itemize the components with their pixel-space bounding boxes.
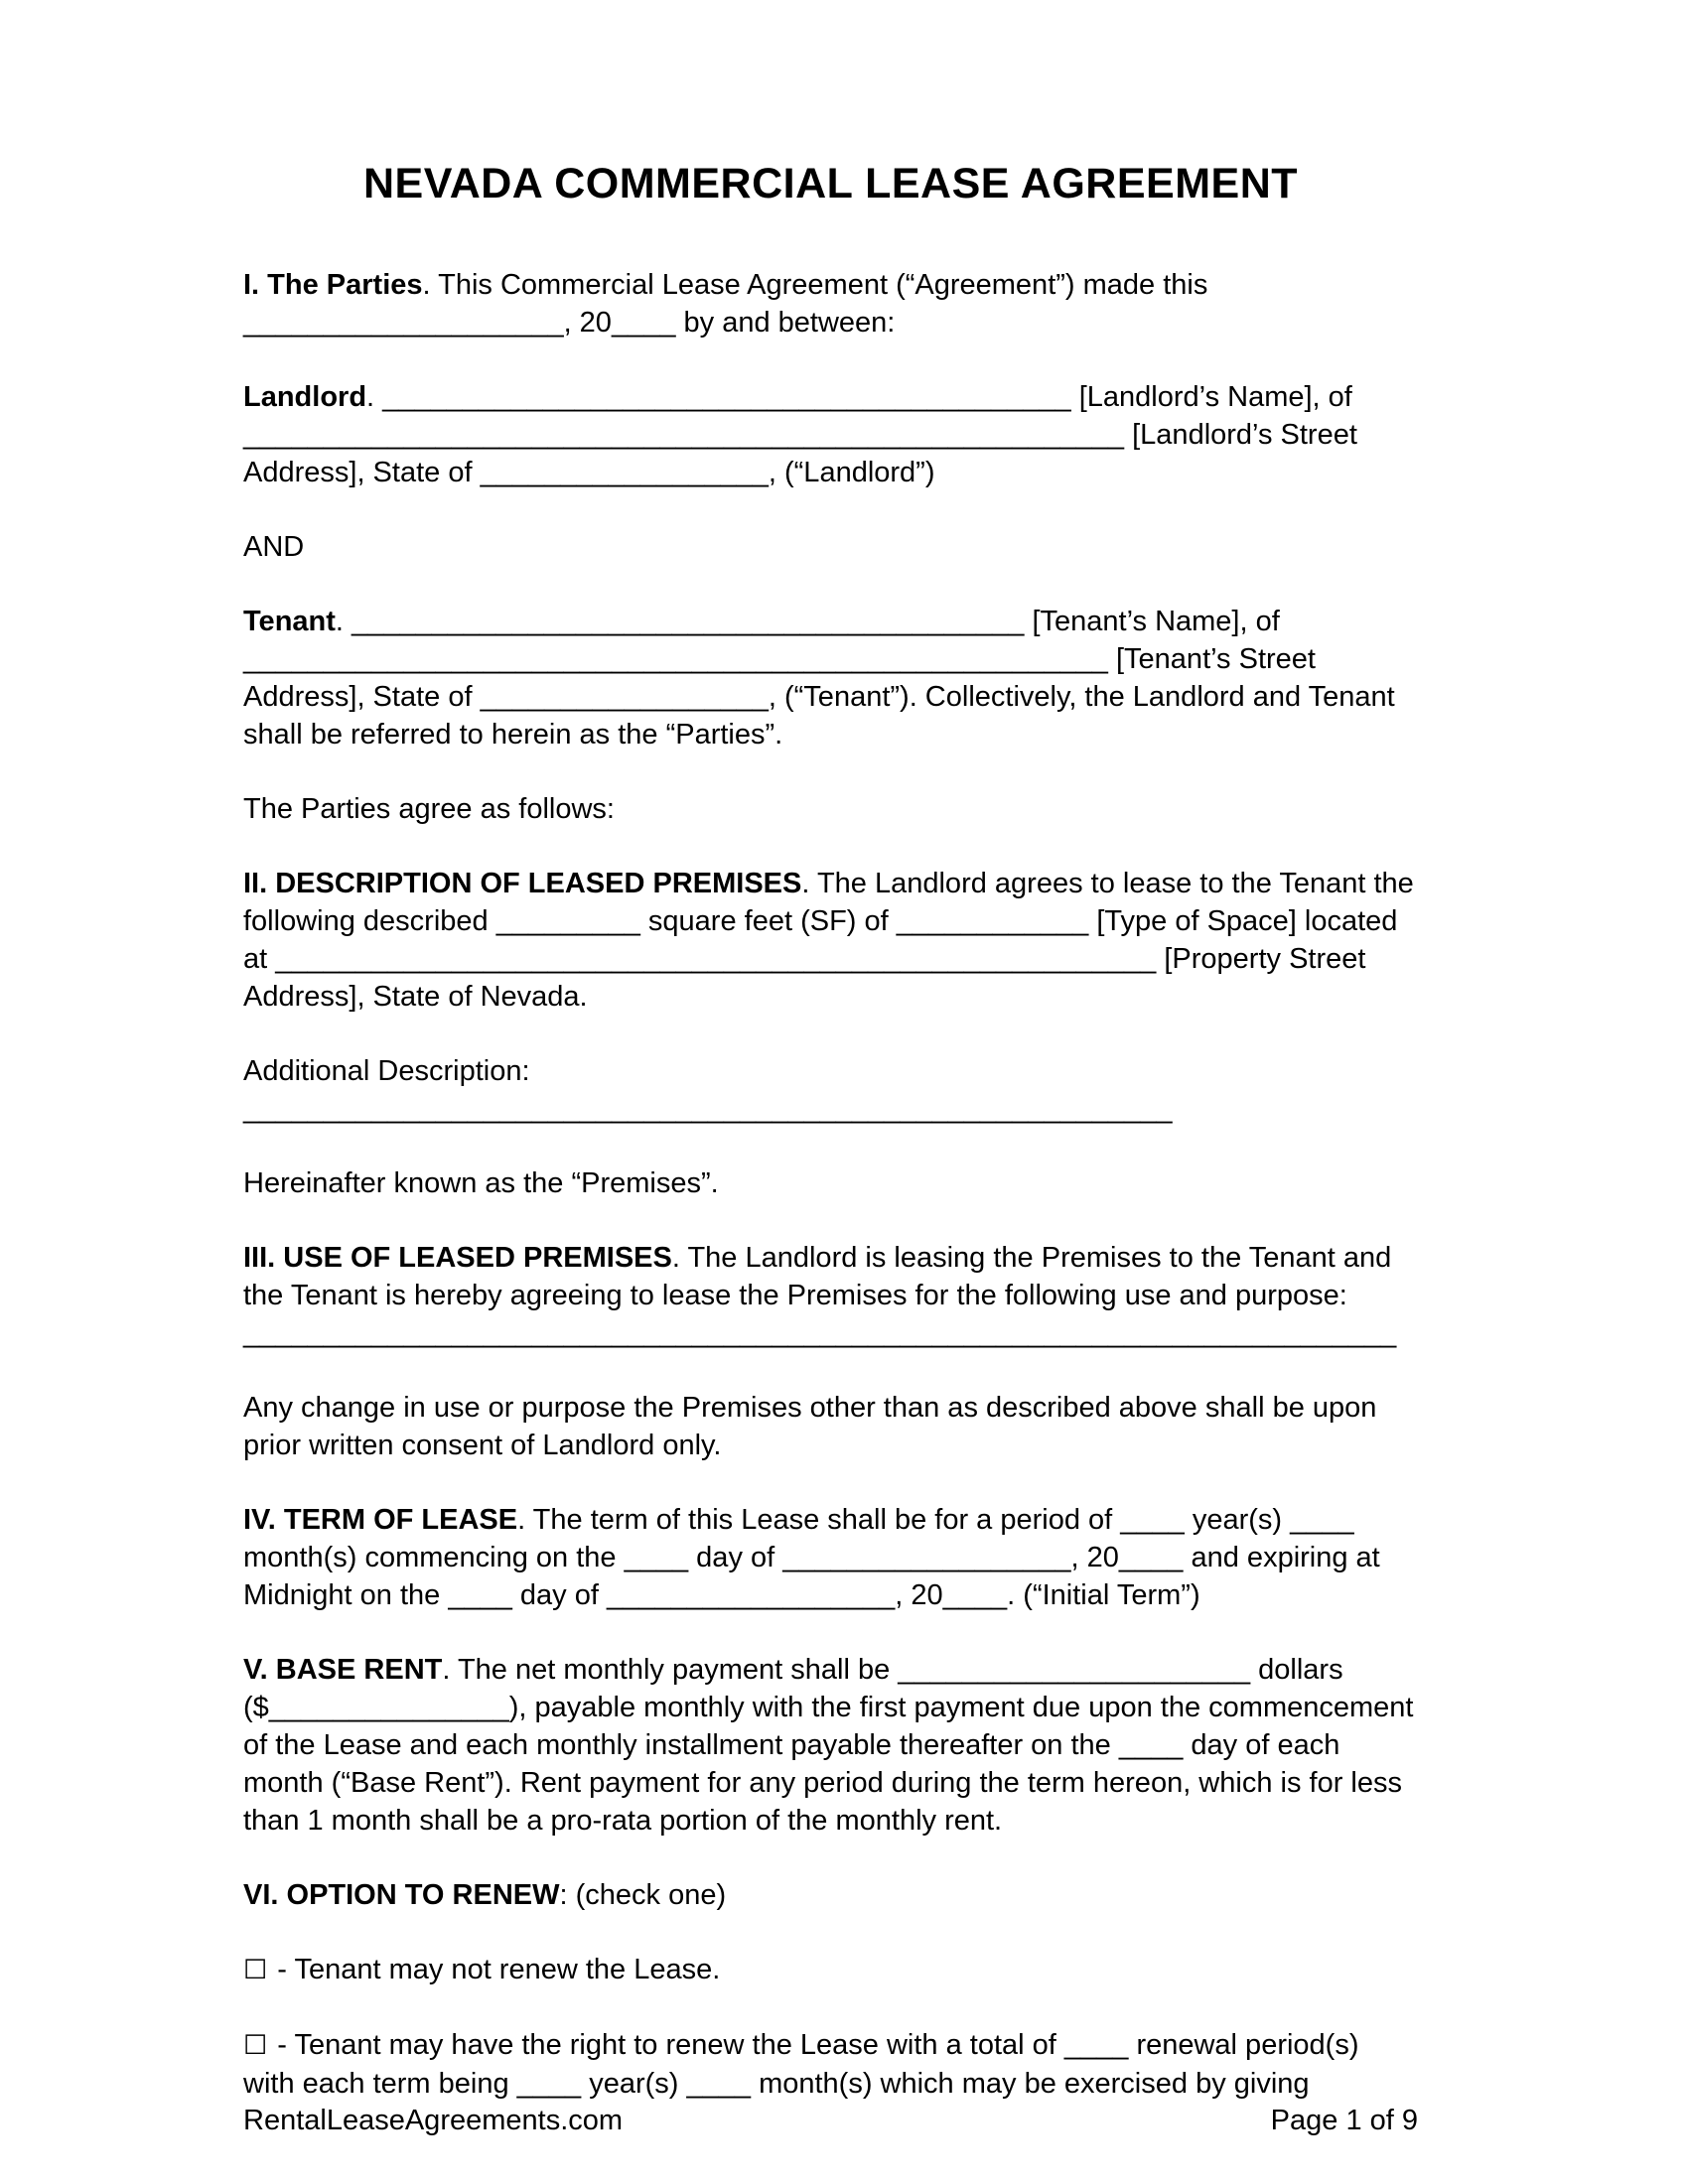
checkbox-icon[interactable]: ☐ <box>243 1955 268 1985</box>
text-run: . The Landlord agrees to lease to the Tenant the following described _________ square feet (SF) of ____________ [Type of Space] located at _______________________________________________________ [Property Street Address], State of Nevada. <box>243 868 1414 1013</box>
footer-site-name: RentalLeaseAgreements.com <box>243 2105 624 2136</box>
text-run: - Tenant may not renew the Lease. <box>269 1954 721 1985</box>
text-run: - Tenant may have the right to renew the Lease with a total of ____ renewal period(s) with each term being ____ year(s) ____ month(s) which may be exercised by giving <box>243 2029 1359 2100</box>
footer-page-number: Page 1 of 9 <box>1270 2105 1418 2136</box>
premises-name-line <box>243 1164 1418 1202</box>
section-heading: I. The Parties <box>243 269 423 301</box>
additional-description <box>243 1052 1418 1128</box>
text-run: AND <box>243 531 305 563</box>
text-run: : (check one) <box>559 1879 727 1911</box>
text-run: . The Landlord is leasing the Premises to the Tenant and the Tenant is hereby agreeing to lease the Premises for the following use and purpose: ________________________________________________________________________ <box>243 1242 1397 1349</box>
renew-option-yes <box>243 2026 1418 2103</box>
text-run: . The term of this Lease shall be for a period of ____ year(s) ____ month(s) commencing on the ____ day of __________________, 20____ and expiring at Midnight on the ____ day of __________________, 20____. (“Initial Term”) <box>243 1504 1380 1611</box>
landlord-clause <box>243 378 1418 491</box>
base-rent <box>243 1651 1418 1840</box>
page-footer <box>243 2103 1418 2138</box>
section-heading: VI. OPTION TO RENEW <box>243 1879 560 1911</box>
document-body <box>243 266 1418 2103</box>
text-run: Any change in use or purpose the Premises other than as described above shall be upon prior written consent of Landlord only. <box>243 1392 1377 1461</box>
parties-agree-line <box>243 790 1418 828</box>
section-heading: Landlord <box>243 381 367 413</box>
parties-clause <box>243 266 1418 341</box>
text-run: . This Commercial Lease Agreement (“Agreement”) made this ____________________, 20____ by and between: <box>243 269 1208 339</box>
option-to-renew-heading <box>243 1876 1418 1914</box>
section-heading: III. USE OF LEASED PREMISES <box>243 1242 672 1274</box>
use-of-premises <box>243 1239 1418 1352</box>
section-heading: V. BASE RENT <box>243 1654 443 1686</box>
text-run: . ___________________________________________ [Landlord’s Name], of _______________________________________________________ [Landlord’s Street Address], State of __________________, (“Landlord”) <box>243 381 1357 488</box>
description-of-premises <box>243 865 1418 1016</box>
use-change-clause <box>243 1389 1418 1464</box>
document-title: NEVADA COMMERCIAL LEASE AGREEMENT <box>362 160 1299 207</box>
text-run: Hereinafter known as the “Premises”. <box>243 1167 719 1199</box>
text-run: . The net monthly payment shall be ______________________ dollars ($_______________), payable monthly with the first payment due upon the commencement of the Lease and each monthly installment payable thereafter on the ____ day of each month (“Base Rent”). Rent payment for any period during the term hereon, which is for less than 1 month shall be a pro-rata portion of the monthly rent. <box>243 1654 1414 1837</box>
section-heading: II. DESCRIPTION OF LEASED PREMISES <box>243 868 802 899</box>
renew-option-no <box>243 1951 1418 1989</box>
checkbox-icon[interactable]: ☐ <box>243 2030 268 2061</box>
text-run: The Parties agree as follows: <box>243 793 615 825</box>
text-run: . __________________________________________ [Tenant’s Name], of ______________________________________________________ [Tenant’s Street Address], State of __________________, (“Tenant”). Collectively, the Landlord and Tenant shall be referred to herein as the “Parties”. <box>243 606 1395 751</box>
term-of-lease <box>243 1501 1418 1614</box>
text-run: Additional Description: __________________________________________________________ <box>243 1055 1173 1125</box>
tenant-clause <box>243 603 1418 753</box>
section-heading: Tenant <box>243 606 336 637</box>
and-connector <box>243 528 1418 566</box>
section-heading: IV. TERM OF LEASE <box>243 1504 518 1536</box>
